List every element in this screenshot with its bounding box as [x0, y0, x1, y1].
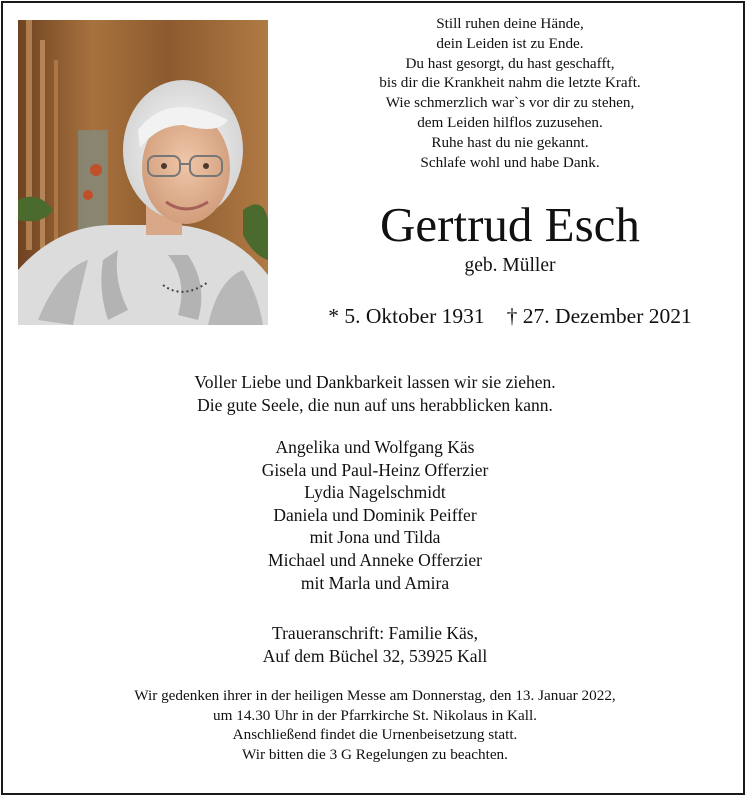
address-line: Auf dem Büchel 32, 53925 Kall	[262, 646, 488, 666]
notice-line: um 14.30 Uhr in der Pfarrkirche St. Nikolaus in Kall.	[213, 706, 537, 724]
notice-line: Wir bitten die 3 G Regelungen zu beachten.	[242, 745, 508, 763]
poem-line: Schlafe wohl und habe Dank.	[420, 153, 600, 171]
poem-line: Ruhe hast du nie gekannt.	[431, 133, 589, 151]
address-line: Traueranschrift: Familie Käs,	[272, 623, 478, 643]
maiden-name: geb. Müller	[464, 255, 556, 276]
portrait-photo	[18, 20, 268, 325]
family-line: Daniela und Dominik Peiffer	[273, 504, 477, 525]
poem	[300, 14, 720, 172]
poem-line: dein Leiden ist zu Ende.	[436, 34, 584, 52]
family-line: Lydia Nagelschmidt	[304, 482, 446, 503]
quote-line: Voller Liebe und Dankbarkeit lassen wir sie ziehen.	[194, 372, 556, 392]
birth-date: * 5. Oktober 1931	[328, 304, 485, 328]
deceased-name: Gertrud Esch	[380, 197, 640, 252]
poem-line: dem Leiden hilflos zuzusehen.	[417, 113, 603, 131]
death-date: † 27. Dezember 2021	[506, 304, 692, 328]
family-line: mit Jona und Tilda	[309, 527, 441, 548]
mourning-address	[0, 622, 750, 668]
family-line: mit Marla und Amira	[300, 572, 450, 593]
family-line: Gisela und Paul-Heinz Offerzier	[261, 459, 489, 480]
poem-line: Du hast gesorgt, du hast geschafft,	[405, 54, 615, 72]
notice-line: Anschließend findet die Urnenbeisetzung statt.	[232, 726, 518, 744]
poem-line: Still ruhen deine Hände,	[436, 15, 584, 32]
poem-line: bis dir die Krankheit nahm die letzte Kraft.	[379, 74, 641, 92]
poem-line: Wie schmerzlich war`s vor dir zu stehen,	[385, 94, 635, 112]
notice-line: Wir gedenken ihrer in der heiligen Messe am Donnerstag, den 13. Januar 2022,	[134, 687, 616, 704]
family-line: Michael und Anneke Offerzier	[268, 549, 482, 570]
family-list	[0, 436, 750, 594]
service-notice	[0, 686, 750, 764]
farewell-quote	[0, 371, 750, 416]
family-line: Angelika und Wolfgang Käs	[275, 437, 475, 457]
quote-line: Die gute Seele, die nun auf uns herabblicken kann.	[197, 394, 553, 415]
life-dates	[300, 302, 720, 330]
